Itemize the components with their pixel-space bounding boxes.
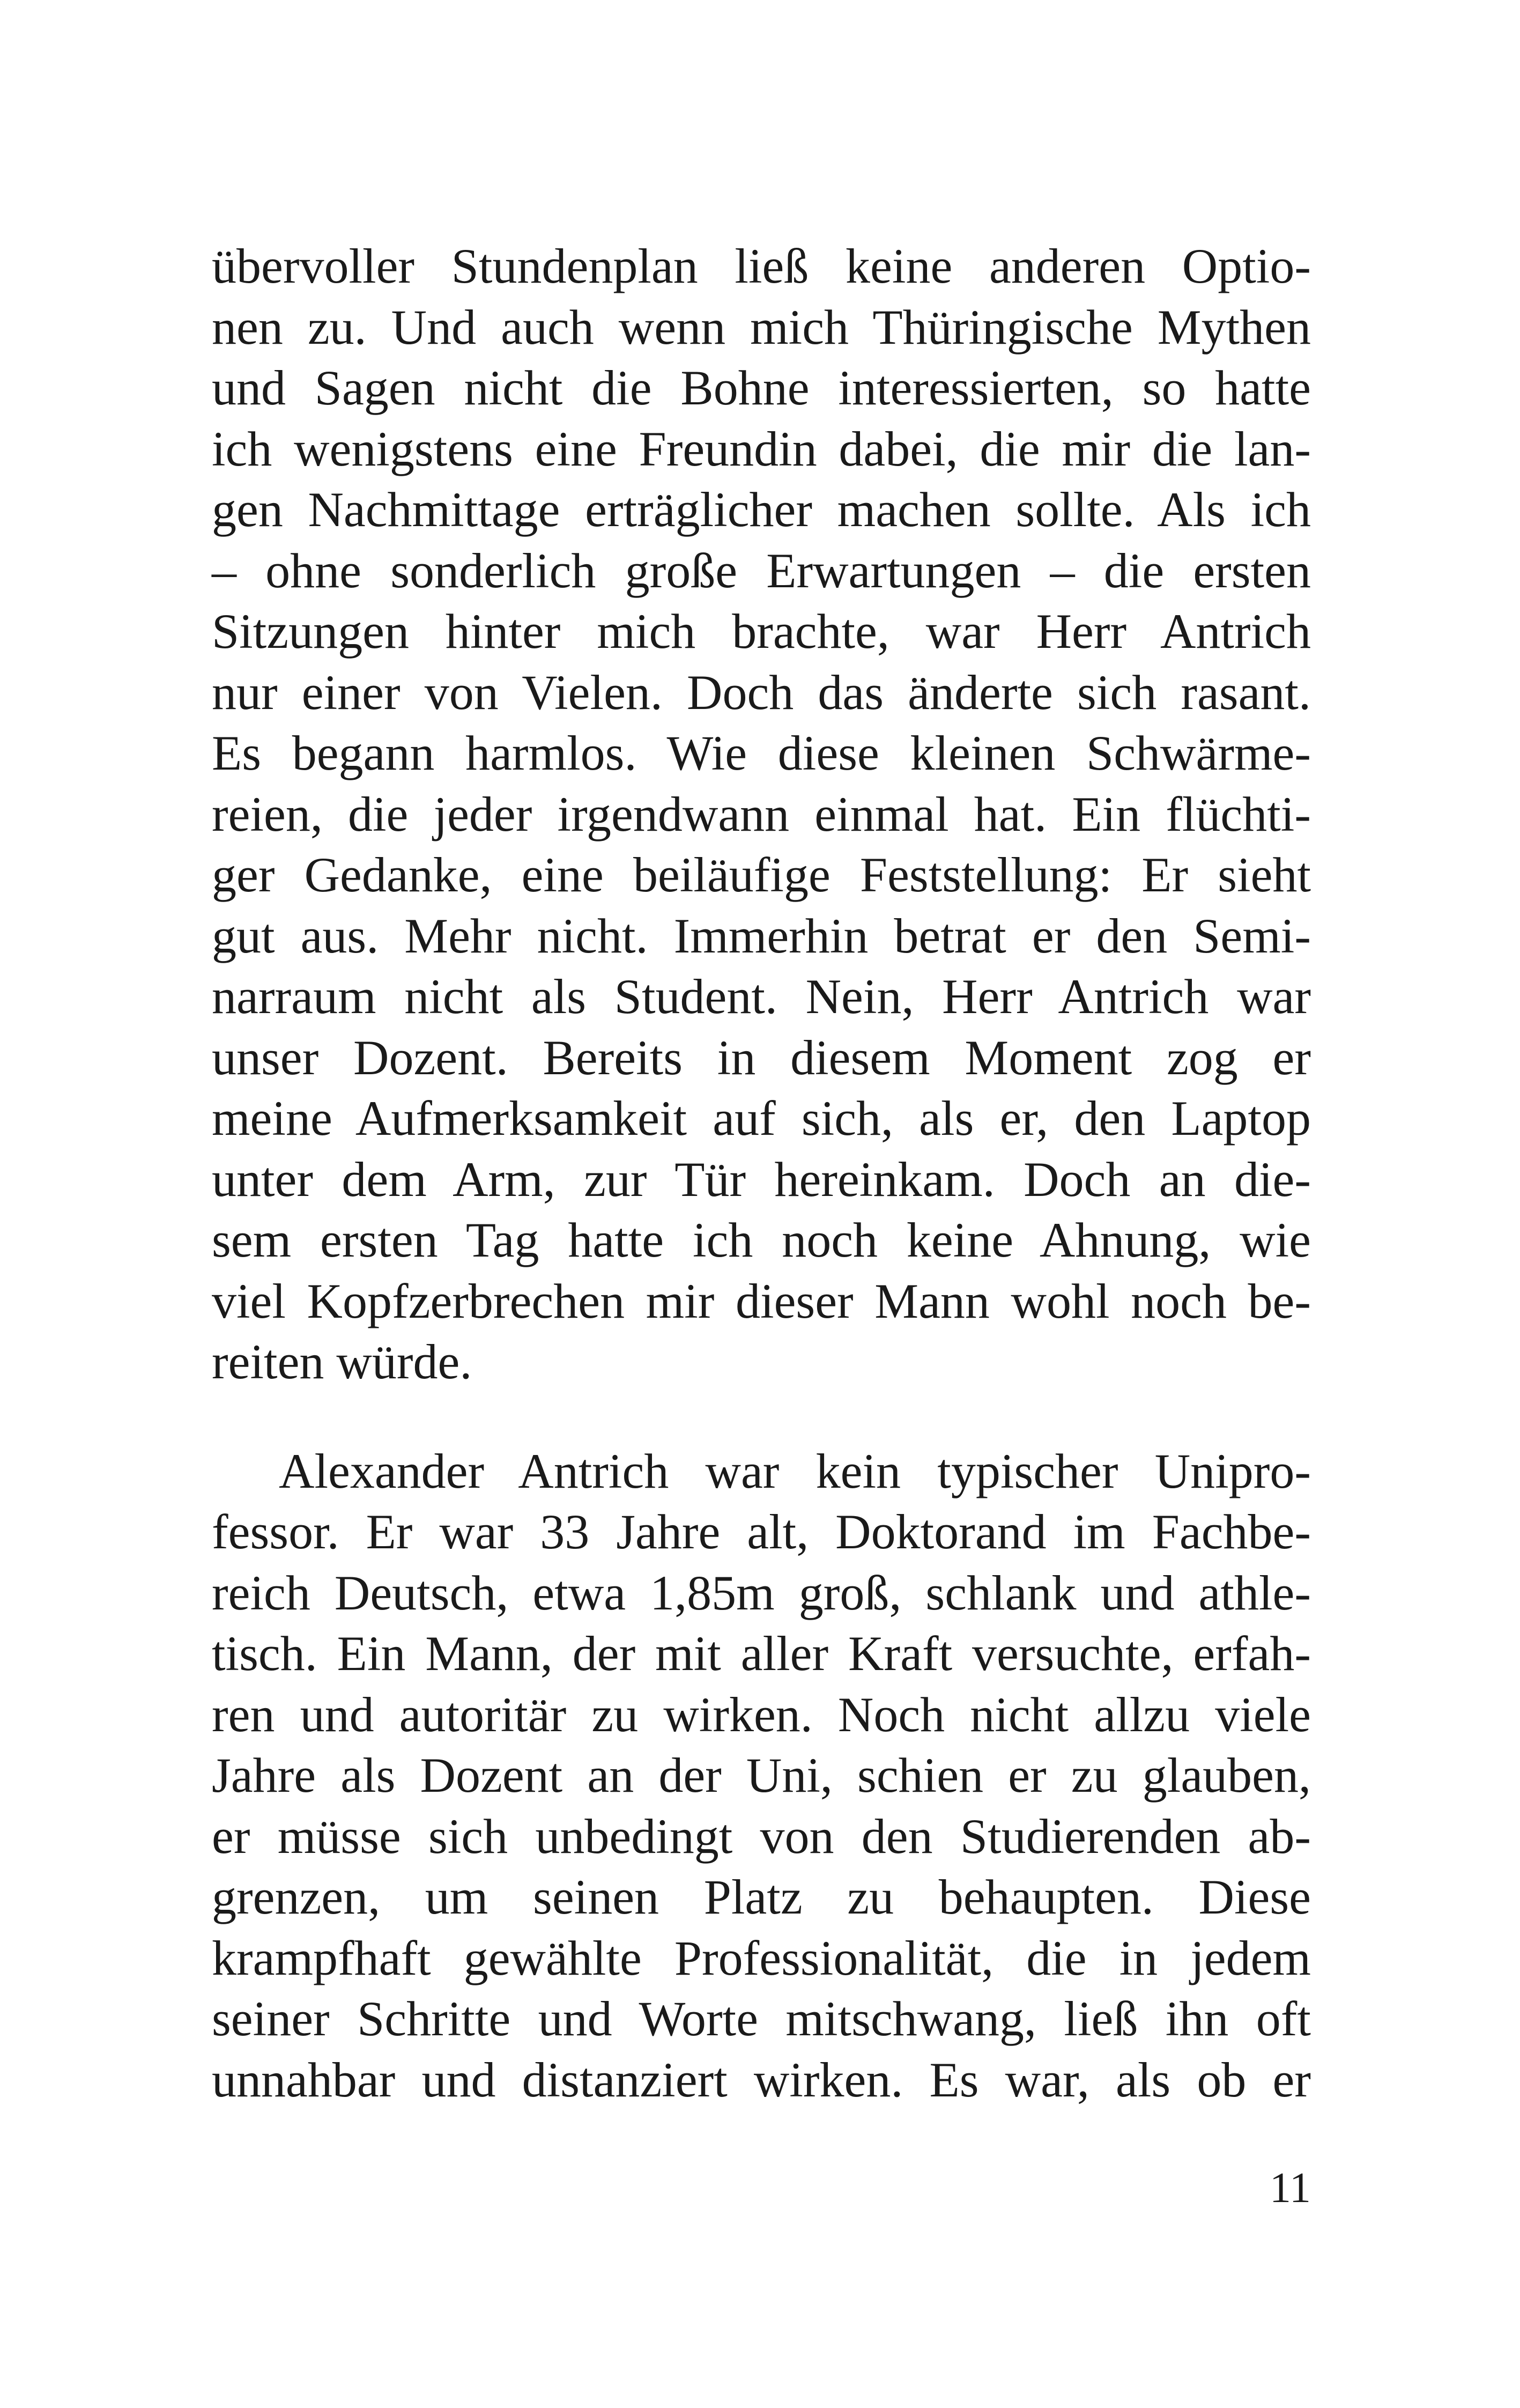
text-line: krampfhaft gewählte Professionalität, die in jedem [212,1930,1311,1985]
text-line: – ohne sonderlich große Erwartungen – die ersten [212,543,1311,598]
paragraph-spacing [212,1393,1311,1441]
text-line: übervoller Stundenplan ließ keine anderen Optio- [212,239,1311,293]
text-line: Sitzungen hinter mich brachte, war Herr Antrich [212,604,1311,659]
text-line: reiten würde. [212,1334,472,1389]
paragraph [212,236,1311,1393]
text-line: Es begann harmlos. Wie diese kleinen Schwärme- [212,726,1311,780]
text-line: nen zu. Und auch wenn mich Thüringische Mythen [212,299,1311,354]
text-line: viel Kopfzerbrechen mir dieser Mann wohl noch be- [212,1273,1311,1328]
text-line: gen Nachmittage erträglicher machen sollte. Als ich [212,482,1311,537]
text-line: grenzen, um seinen Platz zu behaupten. Diese [212,1870,1311,1924]
text-line: meine Aufmerksamkeit auf sich, als er, den Laptop [212,1091,1311,1146]
text-line: unnahbar und distanziert wirken. Es war, als ob er [212,2052,1311,2107]
text-line: Alexander Antrich war kein typischer Unipro- [279,1443,1311,1498]
text-line: reien, die jeder irgendwann einmal hat. Ein flüchti- [212,786,1311,841]
text-line: und Sagen nicht die Bohne interessierten, so hatte [212,360,1311,415]
text-line: Jahre als Dozent an der Uni, schien er zu glauben, [212,1748,1311,1803]
text-line: nur einer von Vielen. Doch das änderte sich rasant. [212,664,1311,720]
text-line: narraum nicht als Student. Nein, Herr Antrich war [212,969,1311,1024]
text-line: ich wenigstens eine Freundin dabei, die mir die lan- [212,421,1311,476]
text-line: gut aus. Mehr nicht. Immerhin betrat er den Semi- [212,908,1311,963]
page-number: 11 [1269,2165,1311,2212]
text-line: er müsse sich unbedingt von den Studierenden ab- [212,1808,1311,1864]
text-line: unser Dozent. Bereits in diesem Moment zog er [212,1030,1311,1085]
text-line: fessor. Er war 33 Jahre alt, Doktorand im Fachbe- [212,1504,1311,1559]
text-line: reich Deutsch, etwa 1,85m groß, schlank und athle- [212,1565,1311,1620]
text-line: sem ersten Tag hatte ich noch keine Ahnung, wie [212,1213,1311,1267]
text-line: ger Gedanke, eine beiläufige Feststellung: Er sieht [212,847,1311,902]
text-line: seiner Schritte und Worte mitschwang, ließ ihn oft [212,1991,1311,2046]
paragraph [212,1441,1311,2111]
text-line: ren und autoritär zu wirken. Noch nicht allzu viele [212,1687,1311,1742]
text-line: unter dem Arm, zur Tür hereinkam. Doch an die- [212,1151,1311,1207]
body-text [212,236,1311,2110]
text-line: tisch. Ein Mann, der mit aller Kraft versuchte, erfah- [212,1626,1311,1681]
